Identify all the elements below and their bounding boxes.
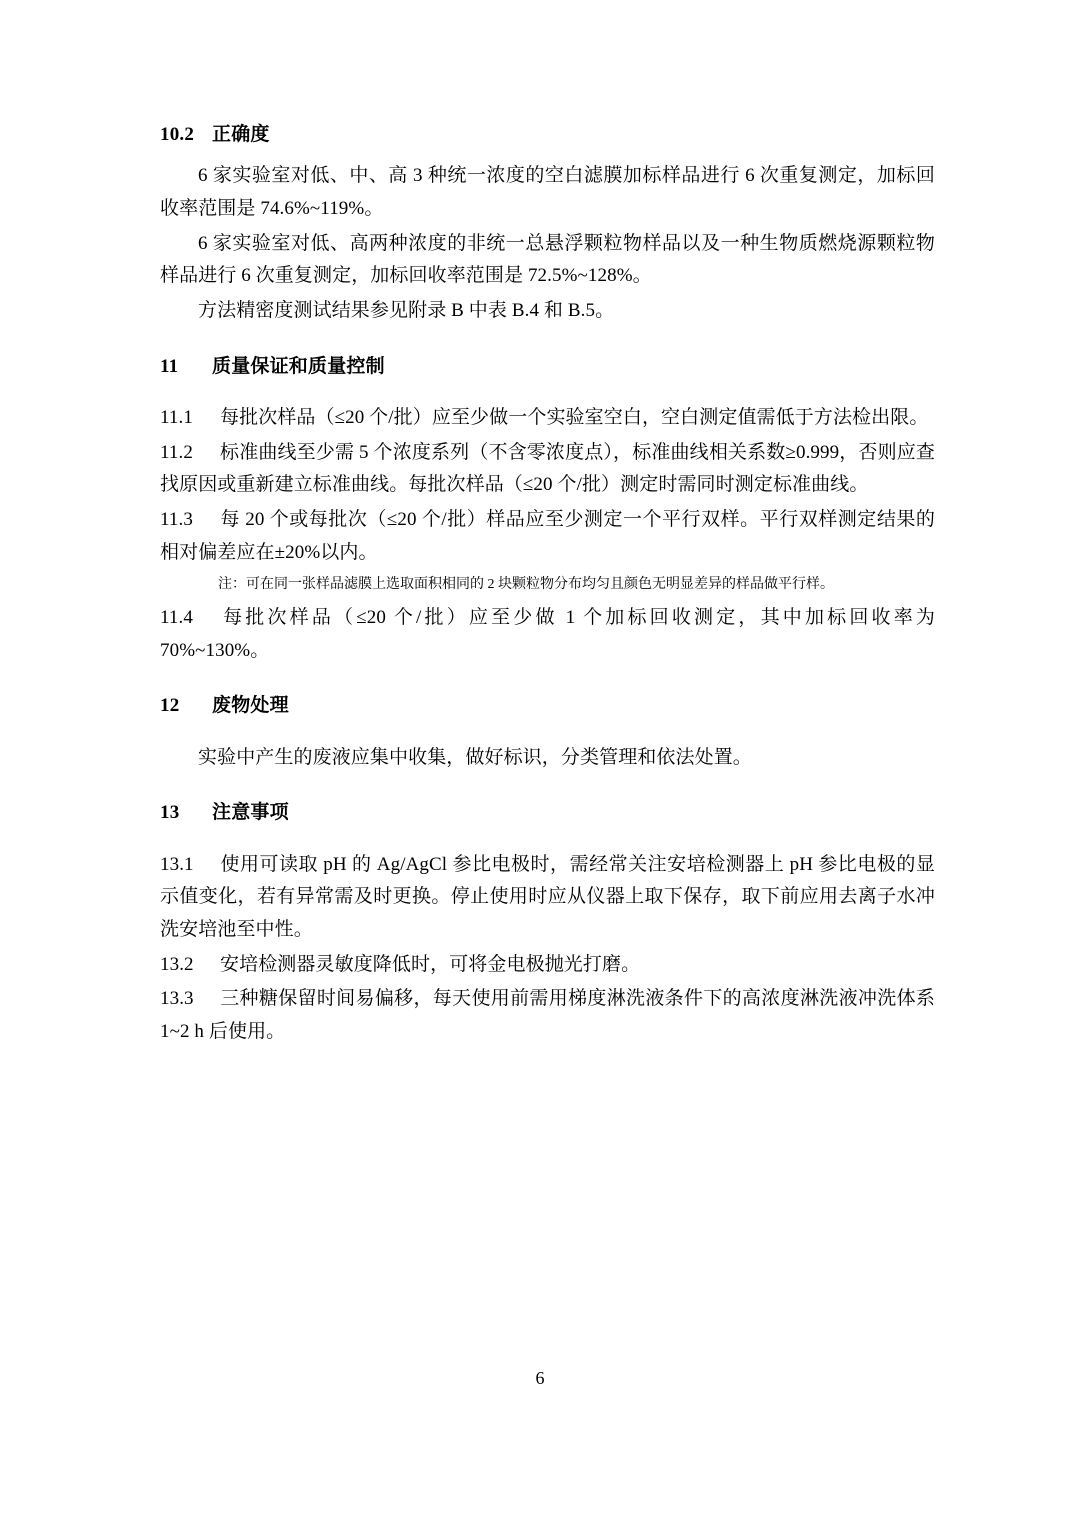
section-number: 11 xyxy=(160,355,179,377)
spacer xyxy=(160,330,935,352)
clause-text: 三种糖保留时间易偏移，每天使用前需用梯度淋洗液条件下的高浓度淋洗液冲洗体系 1~2 h 后使用。 xyxy=(160,988,935,1043)
paragraph: 6 家实验室对低、高两种浓度的非统一总悬浮颗粒物样品以及一种生物质燃烧源颗粒物样品进行 6 次重复测定，加标回收率范围是 72.5%~128%。 xyxy=(160,232,935,287)
clause-13-2 xyxy=(160,949,935,982)
section-number: 12 xyxy=(160,695,180,717)
clause-text: 每批次样品（≤20 个/批）应至少做 1 个加标回收测定，其中加标回收率为 70%~130%。 xyxy=(160,606,935,661)
clause-number: 13.1 xyxy=(160,853,194,875)
clause-number: 11.1 xyxy=(160,407,193,429)
section-title: 正确度 xyxy=(212,124,270,145)
clause-13-3 xyxy=(160,983,935,1048)
section-title: 废物处理 xyxy=(212,695,289,717)
clause-text: 标准曲线至少需 5 个浓度系列（不含零浓度点），标准曲线相关系数≥0.999，否则应查找原因或重新建立标准曲线。每批次样品（≤20 个/批）测定时需同时测定标准曲线。 xyxy=(160,441,935,496)
section-heading-13 xyxy=(160,798,935,828)
clause-number: 11.3 xyxy=(160,509,193,531)
section-number: 13 xyxy=(160,802,180,824)
clause-text: 每 20 个或每批次（≤20 个/批）样品应至少测定一个平行双样。平行双样测定结果的相对偏差应在±20%以内。 xyxy=(160,509,935,563)
clause-11-4 xyxy=(160,602,935,667)
spacer xyxy=(160,839,935,849)
spacer xyxy=(160,776,935,798)
clause-text: 使用可读取 pH 的 Ag/AgCl 参比电极时，需经常关注安培检测器上 pH 参比电极的显示值变化，若有异常需及时更换。停止使用时应从仪器上取下保存，取下前应用去离子水冲洗安培池至中性。 xyxy=(160,853,935,941)
section-heading-11 xyxy=(160,352,935,382)
page-content xyxy=(160,120,935,1049)
section-number: 10.2 xyxy=(160,124,195,145)
spacer xyxy=(160,669,935,691)
clause-text: 安培检测器灵敏度降低时，可将金电极抛光打磨。 xyxy=(220,953,641,975)
clause-11-1 xyxy=(160,402,935,435)
section-heading-12 xyxy=(160,691,935,721)
clause-number: 11.4 xyxy=(160,606,193,628)
paragraph: 6 家实验室对低、中、高 3 种统一浓度的空白滤膜加标样品进行 6 次重复测定，加标回收率范围是 74.6%~119%。 xyxy=(160,165,935,220)
spacer xyxy=(160,732,935,742)
clause-11-2 xyxy=(160,437,935,502)
clause-number: 11.2 xyxy=(160,441,193,463)
clause-note: 注：可在同一张样品滤膜上选取面积相同的 2 块颗粒物分布均匀且颜色无明显差异的样品做平行样。 xyxy=(218,576,834,592)
section-heading-10-2 xyxy=(160,120,935,150)
clause-13-1 xyxy=(160,849,935,947)
clause-number: 13.2 xyxy=(160,953,194,975)
section-title: 质量保证和质量控制 xyxy=(212,355,385,377)
clause-11-3 xyxy=(160,504,935,569)
section-title: 注意事项 xyxy=(212,802,289,824)
paragraph: 实验中产生的废液应集中收集，做好标识，分类管理和依法处置。 xyxy=(198,746,752,768)
spacer xyxy=(160,392,935,402)
paragraph: 方法精密度测试结果参见附录 B 中表 B.4 和 B.5。 xyxy=(198,300,615,322)
clause-text: 每批次样品（≤20 个/批）应至少做一个实验室空白，空白测定值需低于方法检出限。 xyxy=(220,407,929,429)
clause-number: 13.3 xyxy=(160,988,194,1010)
page-number: 6 xyxy=(535,1368,545,1388)
